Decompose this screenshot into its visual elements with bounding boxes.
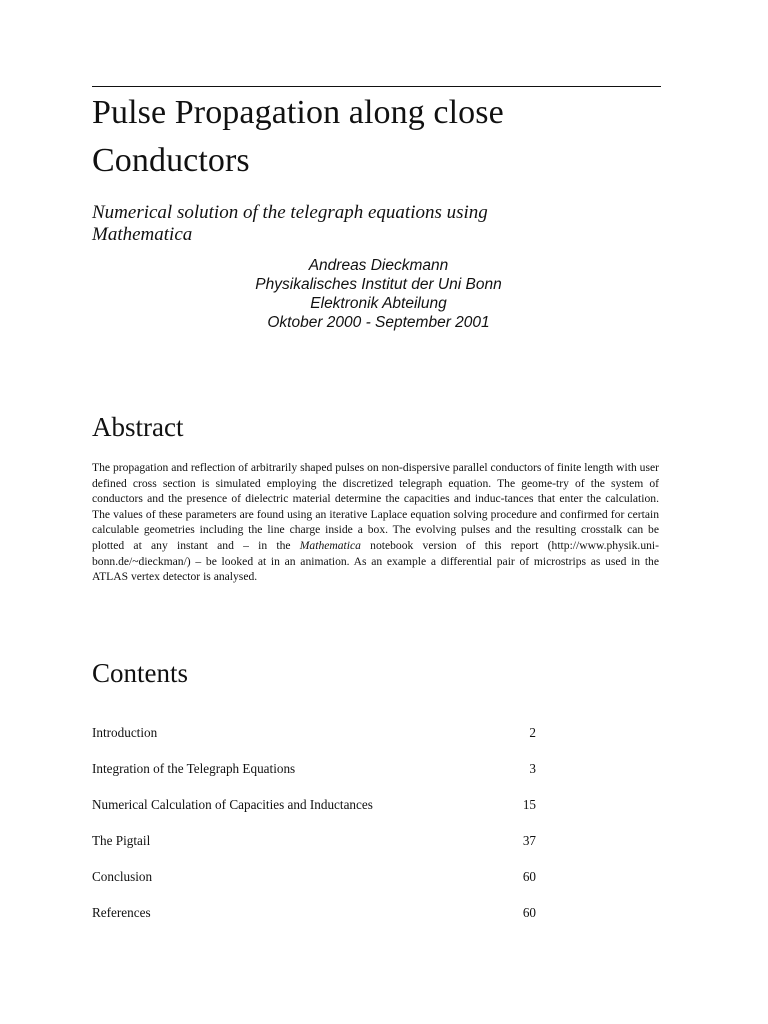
document-subtitle-line-2: Mathematica bbox=[92, 224, 193, 245]
abstract-text-emphasis: Mathematica bbox=[299, 538, 361, 552]
abstract-text-part-2: notebook version of this report (http://www.physik.uni-bonn.de/~dieckman/) – be looked at in an animation. As an example a differential pair of microstrips as used in the ATLAS vertex detector is analysed. bbox=[92, 538, 659, 584]
document-title bbox=[92, 89, 652, 185]
toc-entry[interactable] bbox=[92, 724, 536, 760]
toc-entry-title: The Pigtail bbox=[92, 833, 151, 848]
abstract-heading: Abstract bbox=[92, 412, 184, 442]
toc-entry-page: 60 bbox=[522, 905, 536, 920]
author-name: Andreas Dieckmann bbox=[308, 257, 449, 274]
toc-entry-title: Introduction bbox=[92, 725, 158, 740]
document-subtitle bbox=[92, 202, 612, 246]
toc-entry-title: References bbox=[92, 905, 151, 920]
author-department: Elektronik Abteilung bbox=[310, 295, 447, 312]
toc-entry-title: Integration of the Telegraph Equations bbox=[92, 761, 296, 776]
toc-entry[interactable] bbox=[92, 796, 536, 832]
abstract-text bbox=[92, 460, 659, 585]
document-title-line-2: Conductors bbox=[92, 142, 250, 179]
author-institute: Physikalisches Institut der Uni Bonn bbox=[255, 276, 502, 293]
title-rule bbox=[92, 86, 661, 87]
toc-entry-title: Numerical Calculation of Capacities and Inductances bbox=[92, 797, 373, 812]
toc-entry[interactable] bbox=[92, 904, 536, 940]
toc-entry[interactable] bbox=[92, 868, 536, 904]
toc-entry[interactable] bbox=[92, 832, 536, 868]
toc-entry-page: 15 bbox=[522, 797, 536, 812]
abstract-text-part-1: The propagation and reflection of arbitrarily shaped pulses on non-dispersive parallel conductors of finite length with user defined cross section is simulated employing the discretized telegraph equation. The geome-try of the system of conductors and the presence of dielectric material determine the capacities and induc-tances that enter the calculation. The values of these parameters are found using an iterative Laplace equation solving procedure and confirmed for certain calculable geometries including the line charge inside a box. The evolving pulses and the resulting crosstalk can be plotted at any instant and – in the bbox=[92, 461, 659, 552]
document-subtitle-line-1: Numerical solution of the telegraph equations using bbox=[92, 202, 488, 223]
toc-entry-page: 37 bbox=[522, 833, 536, 848]
contents-heading: Contents bbox=[92, 658, 189, 688]
table-of-contents bbox=[92, 724, 536, 940]
author-block bbox=[92, 256, 665, 332]
toc-entry-page: 60 bbox=[522, 869, 536, 884]
toc-entry-page: 3 bbox=[529, 761, 536, 776]
report-period: Oktober 2000 - September 2001 bbox=[267, 314, 490, 331]
toc-entry-page: 2 bbox=[529, 725, 536, 740]
toc-entry[interactable] bbox=[92, 760, 536, 796]
toc-entry-title: Conclusion bbox=[92, 869, 153, 884]
document-title-line-1: Pulse Propagation along close bbox=[92, 94, 504, 131]
